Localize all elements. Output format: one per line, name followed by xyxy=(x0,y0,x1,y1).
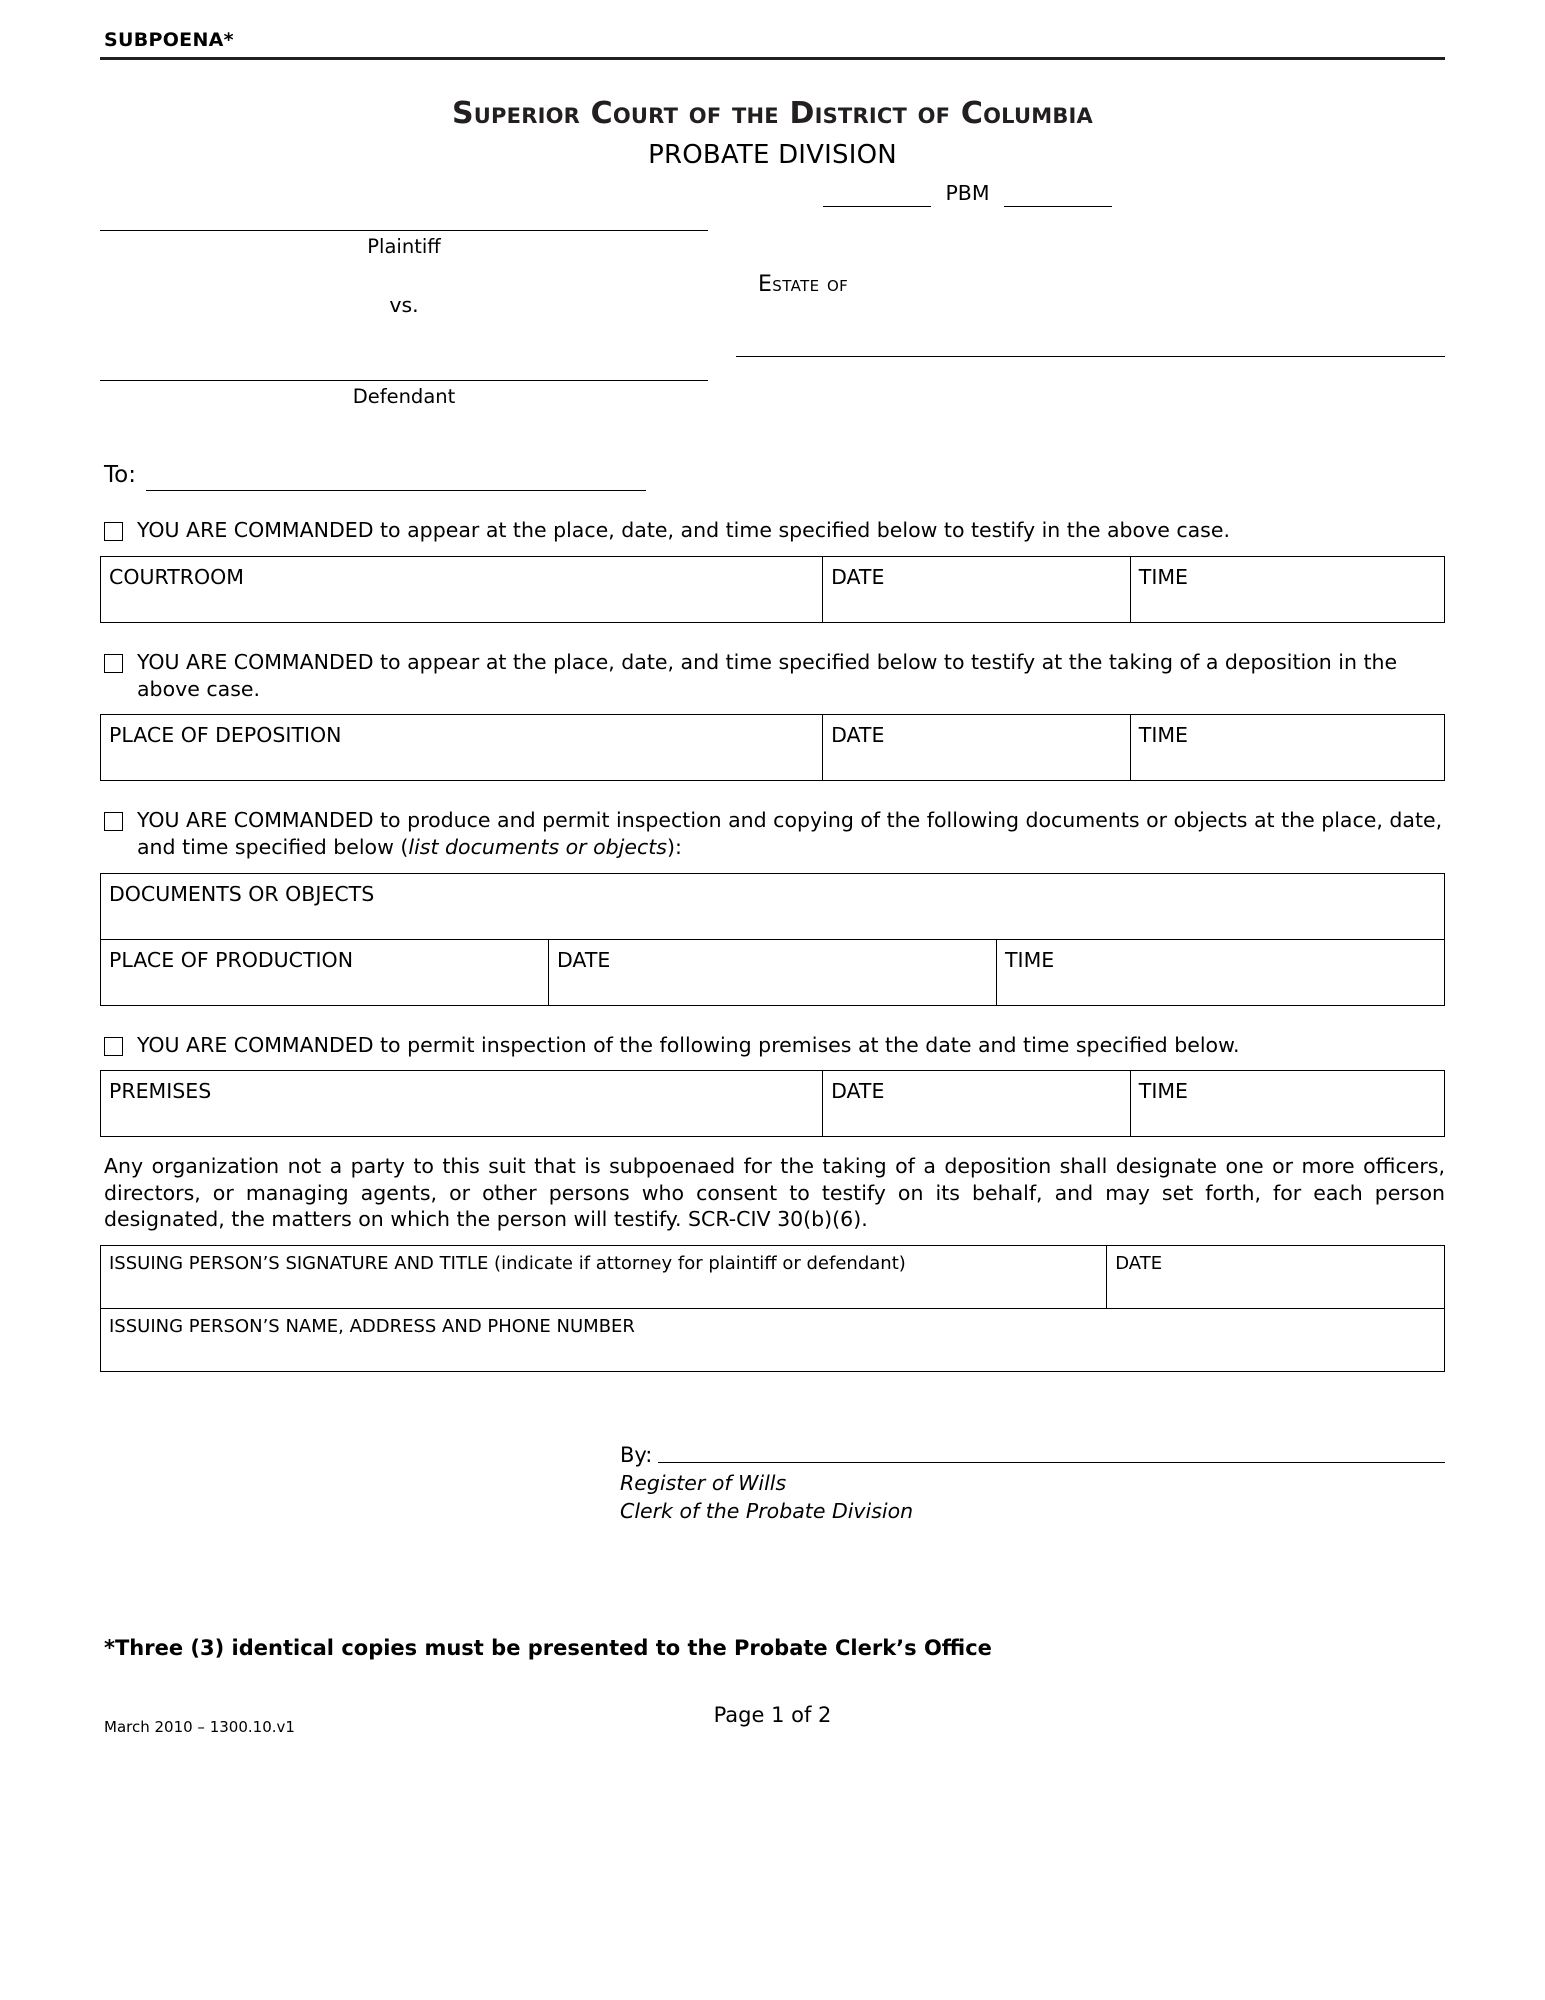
table-row xyxy=(101,1246,1445,1309)
premises-table xyxy=(100,1070,1445,1137)
to-input-blank[interactable] xyxy=(146,470,646,491)
deposition-time-header[interactable]: TIME xyxy=(1130,715,1444,781)
footer-row xyxy=(100,1702,1445,1742)
checkbox-command-3[interactable] xyxy=(104,812,123,831)
estate-blank[interactable] xyxy=(736,355,1445,357)
courtroom-time-header[interactable]: TIME xyxy=(1130,556,1444,622)
caption-right xyxy=(708,229,1445,409)
to-label: To: xyxy=(104,462,136,489)
organization-note: Any organization not a party to this suit that is subpoenaed for the taking of a deposition shall designate one or more officers, directors, or managing agents, or other persons who consent to testify on its behalf, and may set forth, for each person designated, the matters on which the person will testify. SCR-CIV 30(b)(6). xyxy=(104,1154,1445,1232)
place-of-production-header[interactable]: PLACE OF PRODUCTION xyxy=(101,939,549,1005)
caption-block xyxy=(100,229,1445,409)
estate-of-label: Estate of xyxy=(758,272,849,298)
command-3-text-italic: list documents or objects xyxy=(408,834,667,859)
command-3-text-part2: ): xyxy=(666,834,682,859)
form-code: SUBPOENA* xyxy=(104,29,234,51)
checkbox-command-1[interactable] xyxy=(104,522,123,541)
place-of-deposition-header[interactable]: PLACE OF DEPOSITION xyxy=(101,715,823,781)
courtroom-date-header[interactable]: DATE xyxy=(823,556,1131,622)
register-of-wills-label: Register of Wills xyxy=(620,1471,787,1496)
table-row xyxy=(101,1309,1445,1372)
defendant-group xyxy=(100,379,708,409)
plaintiff-blank[interactable] xyxy=(100,229,708,231)
command-3 xyxy=(100,807,1445,860)
premises-date-header[interactable]: DATE xyxy=(823,1071,1131,1137)
production-date-header[interactable]: DATE xyxy=(549,939,997,1005)
pbm-blank-left[interactable] xyxy=(823,189,931,207)
command-3-text-part1: YOU ARE COMMANDED to produce and permit inspection and copying of the following documents or objects at the place, date, and time specified below ( xyxy=(137,808,1443,859)
premises-header[interactable]: PREMISES xyxy=(101,1071,823,1137)
revision-code: March 2010 – 1300.10.v1 xyxy=(104,1718,295,1737)
by-label: By: xyxy=(620,1443,653,1468)
plaintiff-label: Plaintiff xyxy=(367,235,441,259)
command-4-text: YOU ARE COMMANDED to permit inspection of the following premises at the date and time specified below. xyxy=(137,1032,1240,1057)
premises-time-header[interactable]: TIME xyxy=(1130,1071,1444,1137)
caption-left xyxy=(100,229,708,409)
issuing-date-header[interactable]: DATE xyxy=(1107,1246,1445,1309)
by-row xyxy=(100,1442,1445,1469)
courtroom-header[interactable]: COURTROOM xyxy=(101,556,823,622)
to-row xyxy=(100,461,1445,491)
header-divider xyxy=(100,57,1445,60)
defendant-label: Defendant xyxy=(352,385,456,409)
table-row xyxy=(101,715,1445,781)
courtroom-table xyxy=(100,556,1445,623)
table-row xyxy=(101,939,1445,1005)
command-1 xyxy=(100,517,1445,544)
issuing-person-table xyxy=(100,1245,1445,1372)
division-title: PROBATE DIVISION xyxy=(648,139,897,170)
table-row xyxy=(101,556,1445,622)
pbm-blank-right[interactable] xyxy=(1004,189,1112,207)
table-row xyxy=(101,873,1445,939)
pbm-row xyxy=(100,180,1445,207)
issuing-signature-header[interactable]: ISSUING PERSON’S SIGNATURE AND TITLE (indicate if attorney for plaintiff or defendant) xyxy=(101,1246,1107,1309)
defendant-blank[interactable] xyxy=(100,379,708,381)
command-1-text: YOU ARE COMMANDED to appear at the place, date, and time specified below to testify in the above case. xyxy=(137,518,1230,543)
checkbox-command-2[interactable] xyxy=(104,654,123,673)
deposition-date-header[interactable]: DATE xyxy=(823,715,1131,781)
command-3-text xyxy=(137,807,1445,860)
by-signature-blank[interactable] xyxy=(658,1442,1445,1463)
documents-or-objects-header[interactable]: DOCUMENTS OR OBJECTS xyxy=(101,873,1445,939)
checkbox-command-4[interactable] xyxy=(104,1037,123,1056)
clerk-probate-division-label: Clerk of the Probate Division xyxy=(620,1499,914,1524)
pbm-label: PBM xyxy=(945,181,990,206)
table-row xyxy=(101,1071,1445,1137)
three-copies-note: *Three (3) identical copies must be presented to the Probate Clerk’s Office xyxy=(104,1636,992,1661)
production-table xyxy=(100,873,1445,1006)
court-title: Superior Court of the District of Columbia xyxy=(452,95,1093,131)
issuing-name-address-header[interactable]: ISSUING PERSON’S NAME, ADDRESS AND PHONE NUMBER xyxy=(101,1309,1445,1372)
vs-label: vs. xyxy=(389,293,419,318)
command-2 xyxy=(100,649,1445,702)
production-time-header[interactable]: TIME xyxy=(997,939,1445,1005)
command-4 xyxy=(100,1032,1445,1059)
command-2-text: YOU ARE COMMANDED to appear at the place, date, and time specified below to testify at the taking of a deposition in the above case. xyxy=(137,649,1398,701)
page-number: Page 1 of 2 xyxy=(713,1703,832,1728)
deposition-table xyxy=(100,714,1445,781)
